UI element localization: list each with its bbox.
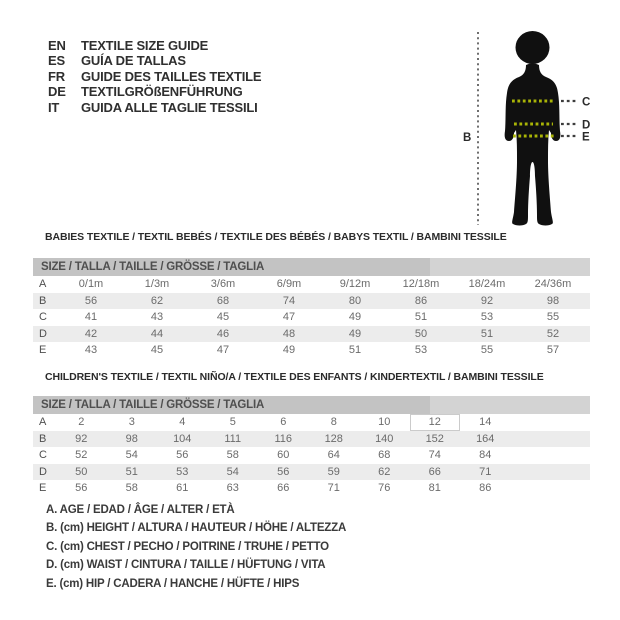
table-cell: 104: [173, 432, 192, 445]
row-label: E: [39, 344, 47, 356]
table-cell: 74: [282, 294, 296, 307]
table-row: [33, 309, 590, 326]
language-row: [48, 69, 261, 84]
table-row: [33, 414, 590, 431]
child-head-silhouette: [516, 31, 550, 64]
chest-label: C: [582, 96, 591, 109]
table-cell: 116: [274, 432, 293, 445]
table-cell: 86: [414, 294, 428, 307]
language-code: ES: [48, 53, 65, 69]
measurement-legend: [46, 501, 346, 593]
table-cell: 6: [280, 416, 287, 428]
babies-table-rows: [33, 276, 590, 359]
table-cell: 8: [330, 416, 337, 428]
legend-chest: C. (cm) CHEST / PECHO / POITRINE / TRUHE / PETTO: [46, 540, 329, 553]
language-code: FR: [48, 68, 65, 84]
row-label: D: [39, 327, 47, 340]
table-cell: 6/9m: [276, 278, 302, 290]
table-cell: 52: [546, 327, 560, 340]
table-cell: 98: [546, 294, 560, 307]
table-cell: 54: [125, 449, 138, 461]
table-cell: 50: [414, 327, 428, 340]
row-label: C: [39, 311, 47, 323]
row-label: B: [39, 432, 47, 445]
table-cell: 60: [277, 449, 290, 461]
table-cell: 59: [327, 465, 340, 478]
children-table-rows: [33, 414, 590, 497]
table-cell: 164: [476, 432, 495, 445]
child-figure-svg: [455, 18, 620, 233]
table-cell: 62: [150, 294, 164, 307]
table-cell: 62: [378, 465, 391, 478]
table-row: [33, 326, 590, 343]
table-cell: 128: [324, 432, 343, 445]
row-label: E: [39, 482, 47, 494]
children-table: [33, 396, 590, 497]
table-row: [33, 464, 590, 481]
table-cell: 51: [348, 344, 362, 356]
row-label: B: [39, 294, 47, 307]
babies-table-title: BABIES TEXTILE / TEXTIL BEBÉS / TEXTILE DES BÉBÉS / BABYS TEXTIL / BAMBINI TESSILE: [45, 231, 507, 243]
table-cell: 48: [282, 327, 296, 340]
table-cell: 51: [125, 465, 138, 478]
table-cell: 4: [179, 416, 186, 428]
language-code: EN: [48, 38, 66, 53]
children-size-header: SIZE / TALLA / TAILLE / GRÖSSE / TAGLIA: [33, 396, 590, 414]
table-cell: 98: [125, 432, 138, 445]
table-cell: 44: [150, 327, 164, 340]
table-row: [33, 431, 590, 448]
table-cell: 63: [226, 482, 239, 494]
table-cell: 49: [348, 327, 362, 340]
table-row: [33, 293, 590, 310]
table-cell: 92: [75, 432, 88, 445]
table-cell: 53: [414, 344, 428, 356]
legend-hip: E. (cm) HIP / CADERA / HANCHE / HÜFTE / HIPS: [46, 577, 300, 590]
language-label: TEXTILE SIZE GUIDE: [81, 38, 209, 53]
table-cell: 74: [428, 449, 441, 461]
table-cell: 152: [425, 432, 444, 445]
table-cell: 51: [414, 311, 428, 323]
babies-table: [33, 258, 590, 359]
hip-label: E: [582, 131, 590, 144]
language-row: [48, 100, 261, 115]
table-row: [33, 480, 590, 497]
table-cell: 53: [480, 311, 494, 323]
table-cell: 43: [84, 344, 98, 356]
legend-waist: D. (cm) WAIST / CINTURA / TAILLE / HÜFTUNG / VITA: [46, 559, 326, 572]
child-measurement-figure: [455, 18, 620, 233]
language-list: [48, 38, 261, 115]
language-row: [48, 84, 261, 99]
table-cell: 0/1m: [78, 278, 104, 290]
language-label: GUIDE DES TAILLES TEXTILE: [81, 68, 262, 84]
table-cell: 56: [75, 482, 88, 494]
legend-age: A. AGE / EDAD / ÂGE / ALTER / ETÀ: [46, 504, 235, 516]
table-cell: 43: [150, 311, 164, 323]
language-label: GUÍA DE TALLAS: [81, 53, 186, 69]
table-cell: 57: [546, 344, 560, 356]
table-cell: 58: [125, 482, 138, 494]
table-cell: 64: [327, 449, 340, 461]
table-cell: 10: [378, 416, 391, 428]
table-cell: 68: [378, 449, 391, 461]
table-cell: 47: [216, 344, 230, 356]
table-cell: 66: [277, 482, 290, 494]
table-row: [33, 276, 590, 293]
language-code: DE: [48, 84, 66, 100]
table-cell: 56: [84, 294, 98, 307]
table-cell: 71: [327, 482, 340, 494]
table-cell: 2: [78, 416, 85, 428]
table-cell: 55: [480, 344, 494, 356]
table-cell: 81: [428, 482, 441, 494]
table-cell: 56: [277, 465, 290, 478]
table-cell: 71: [479, 465, 492, 478]
table-row: [33, 342, 590, 359]
table-cell: 49: [348, 311, 362, 323]
child-silhouette: [505, 64, 561, 226]
table-cell: 111: [224, 432, 242, 445]
table-cell: 12: [410, 414, 461, 431]
table-cell: 66: [428, 465, 441, 478]
table-cell: 56: [176, 449, 189, 461]
table-cell: 80: [348, 294, 362, 307]
table-cell: 54: [226, 465, 239, 478]
table-cell: 76: [378, 482, 391, 494]
language-row: [48, 38, 261, 53]
table-cell: 49: [282, 344, 296, 356]
table-cell: 46: [216, 327, 230, 340]
table-cell: 1/3m: [144, 278, 170, 290]
table-cell: 41: [84, 311, 98, 323]
table-cell: 51: [480, 327, 494, 340]
table-cell: 3: [128, 416, 135, 428]
row-label: A: [39, 278, 47, 290]
table-row: [33, 447, 590, 464]
table-cell: 45: [216, 311, 230, 323]
table-cell: 24/36m: [534, 278, 572, 290]
table-cell: 47: [282, 311, 296, 323]
table-cell: 58: [226, 449, 239, 461]
table-cell: 9/12m: [339, 278, 371, 290]
babies-size-header: SIZE / TALLA / TAILLE / GRÖSSE / TAGLIA: [33, 258, 590, 276]
table-cell: 68: [216, 294, 230, 307]
table-cell: 12/18m: [402, 278, 440, 290]
language-row: [48, 53, 261, 68]
table-cell: 14: [479, 416, 492, 428]
row-label: C: [39, 449, 47, 461]
language-label: GUIDA ALLE TAGLIE TESSILI: [81, 99, 258, 115]
table-cell: 140: [375, 432, 394, 445]
table-cell: 92: [480, 294, 494, 307]
row-label: A: [39, 416, 47, 428]
table-cell: 50: [75, 465, 88, 478]
table-cell: 45: [150, 344, 164, 356]
table-cell: 53: [176, 465, 189, 478]
legend-height: B. (cm) HEIGHT / ALTURA / HAUTEUR / HÖHE / ALTEZZA: [46, 522, 347, 535]
table-cell: 18/24m: [468, 278, 506, 290]
table-cell: 86: [479, 482, 492, 494]
row-label: D: [39, 465, 47, 478]
table-cell: 52: [75, 449, 88, 461]
waist-label: D: [582, 119, 591, 132]
language-label: TEXTILGRÖßENFÜHRUNG: [81, 84, 243, 100]
height-label: B: [463, 132, 472, 144]
table-cell: 84: [479, 449, 492, 461]
table-cell: 55: [546, 311, 560, 323]
children-table-title: CHILDREN'S TEXTILE / TEXTIL NIÑO/A / TEXTILE DES ENFANTS / KINDERTEXTIL / BAMBINI TESSILE: [45, 371, 544, 383]
table-cell: 3/6m: [210, 278, 236, 290]
table-cell: 5: [229, 416, 236, 428]
table-cell: 42: [84, 327, 98, 340]
table-cell: 61: [176, 482, 189, 494]
language-code: IT: [48, 99, 60, 115]
